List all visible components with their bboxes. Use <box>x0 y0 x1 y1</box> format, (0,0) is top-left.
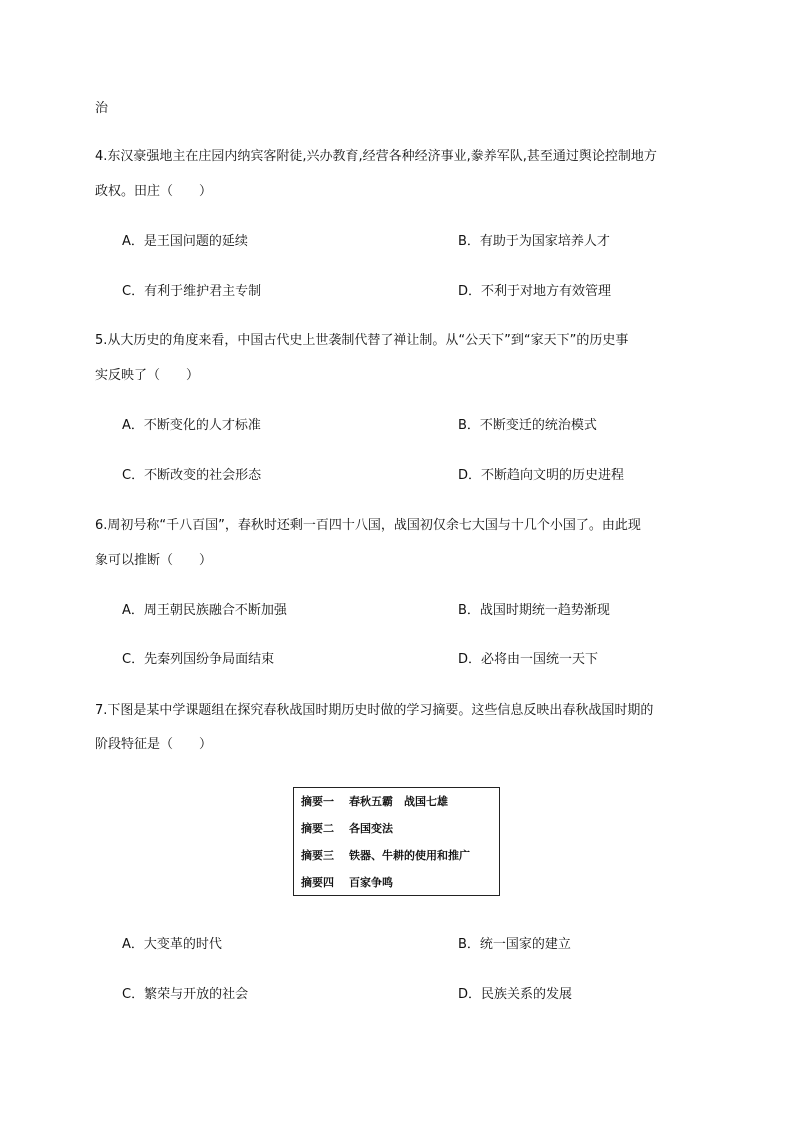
question-stem-line: 实反映了（ ） <box>95 368 200 383</box>
option-b[interactable]: B．不断变迁的统治模式 <box>458 418 597 433</box>
question-stem-line: 6.周初号称“千八百国”，春秋时还剩一百四十八国，战国初仅余七大国与十几个小国了。由此现 <box>95 518 641 533</box>
summary-row <box>301 849 470 863</box>
option-c[interactable]: C．繁荣与开放的社会 <box>122 987 249 1002</box>
option-d[interactable]: D．民族关系的发展 <box>458 987 573 1002</box>
summary-text: 铁器、牛耕的使用和推广 <box>349 849 470 862</box>
summary-row <box>301 876 393 890</box>
summary-text: 春秋五霸 战国七雄 <box>349 795 448 808</box>
question-stem-line: 7.下图是某中学课题组在探究春秋战国时期历史时做的学习摘要。这些信息反映出春秋战国时期的 <box>95 703 654 718</box>
option-c[interactable]: C．先秦列国纷争局面结束 <box>122 652 275 667</box>
option-d[interactable]: D．必将由一国统一天下 <box>458 652 599 667</box>
option-c[interactable]: C．不断改变的社会形态 <box>122 468 262 483</box>
summary-text: 百家争鸣 <box>349 876 393 889</box>
summary-row <box>301 795 448 809</box>
summary-label: 摘要一 <box>301 795 334 808</box>
option-b[interactable]: B．战国时期统一趋势渐现 <box>458 603 610 618</box>
option-d[interactable]: D．不利于对地方有效管理 <box>458 284 612 299</box>
option-c[interactable]: C．有利于维护君主专制 <box>122 284 262 299</box>
option-d[interactable]: D．不断趋向文明的历史进程 <box>458 468 625 483</box>
question-stem-line: 阶段特征是（ ） <box>95 737 213 752</box>
question-stem-line: 4.东汉豪强地主在庄园内纳宾客附徒,兴办教育,经营各种经济事业,豢养军队,甚至通过舆论控制地方 <box>95 149 657 164</box>
option-a[interactable]: A．大变革的时代 <box>122 937 222 952</box>
carryover-text: 治 <box>95 101 109 116</box>
option-b[interactable]: B．有助于为国家培养人才 <box>458 234 610 249</box>
option-a[interactable]: A．是王国问题的延续 <box>122 234 248 249</box>
summary-text: 各国变法 <box>349 822 393 835</box>
summary-label: 摘要二 <box>301 822 334 835</box>
option-b[interactable]: B．统一国家的建立 <box>458 937 571 952</box>
question-stem-line: 象可以推断（ ） <box>95 553 213 568</box>
option-a[interactable]: A．不断变化的人才标准 <box>122 418 261 433</box>
question-stem-line: 政权。田庄（ ） <box>95 184 213 199</box>
question-stem-line: 5.从大历史的角度来看，中国古代史上世袭制代替了禅让制。从“公天下”到“家天下”的历史事 <box>95 333 629 348</box>
summary-label: 摘要四 <box>301 876 334 889</box>
summary-row <box>301 822 393 836</box>
option-a[interactable]: A．周王朝民族融合不断加强 <box>122 603 287 618</box>
summary-box <box>293 787 500 896</box>
summary-label: 摘要三 <box>301 849 334 862</box>
